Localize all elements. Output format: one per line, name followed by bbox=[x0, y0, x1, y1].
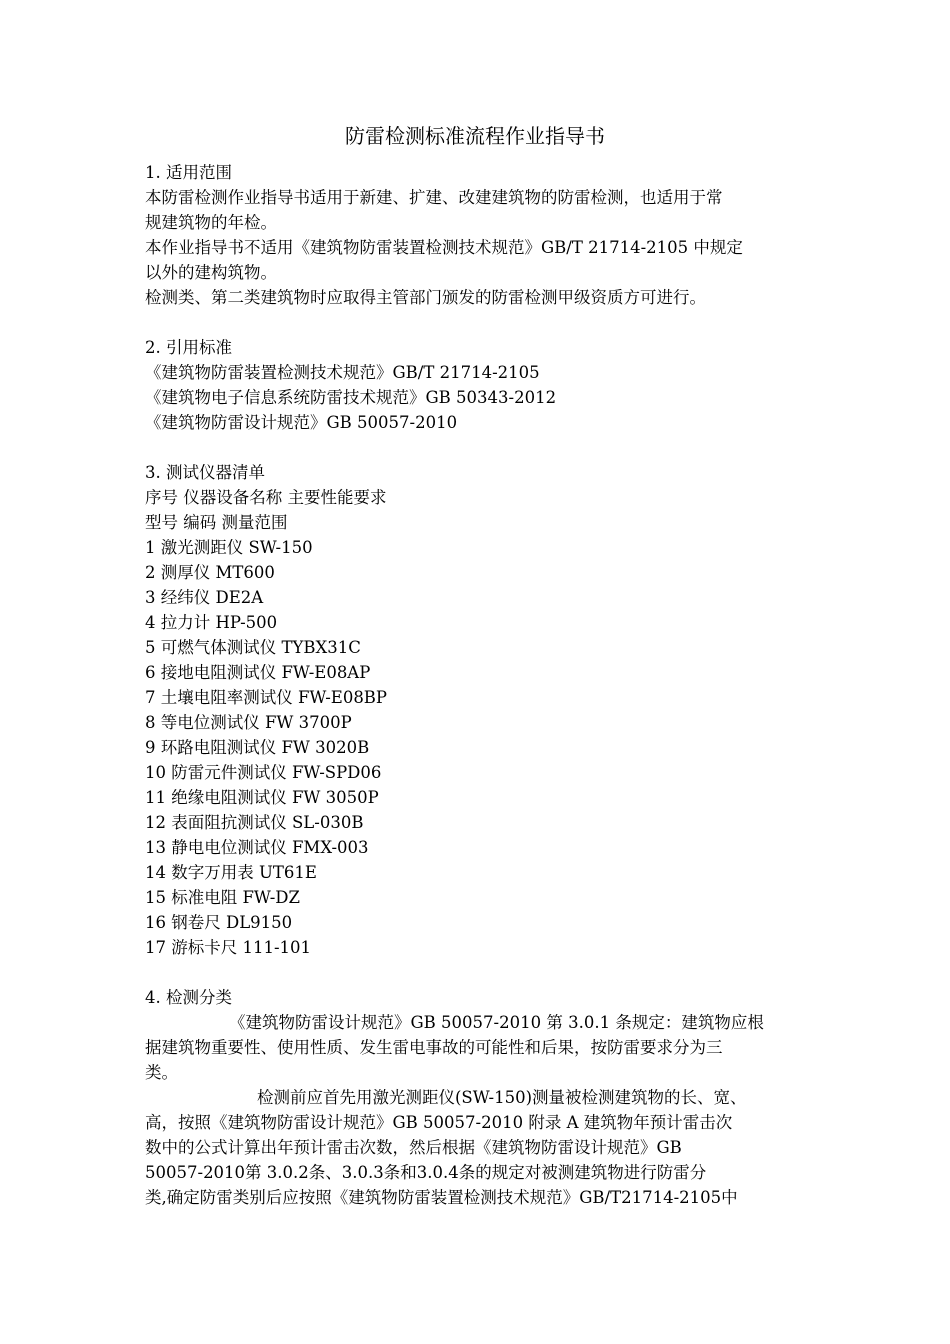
paragraph-line: 数中的公式计算出年预计雷击次数，然后根据《建筑物防雷设计规范》GB bbox=[145, 1138, 682, 1157]
reference-line: 《建筑物防雷装置检测技术规范》GB/T 21714-2105 bbox=[145, 363, 540, 382]
document-body bbox=[145, 160, 825, 1210]
instrument-list-item: 12 表面阻抗测试仪 SL-030B bbox=[145, 813, 364, 832]
section-heading-instruments: 3. 测试仪器清单 bbox=[145, 463, 265, 482]
instrument-list-item: 5 可燃气体测试仪 TYBX31C bbox=[145, 638, 361, 657]
instrument-list bbox=[145, 535, 825, 960]
section-heading-classification: 4. 检测分类 bbox=[145, 988, 232, 1007]
instrument-list-item: 13 静电电位测试仪 FMX-003 bbox=[145, 838, 369, 857]
instrument-list-subheader: 型号 编码 测量范围 bbox=[145, 513, 288, 532]
paragraph-line: 检测类、第二类建筑物时应取得主管部门颁发的防雷检测甲级资质方可进行。 bbox=[145, 288, 706, 307]
reference-line: 《建筑物电子信息系统防雷技术规范》GB 50343-2012 bbox=[145, 388, 557, 407]
instrument-list-item: 9 环路电阻测试仪 FW 3020B bbox=[145, 738, 370, 757]
section-heading-scope: 1. 适用范围 bbox=[145, 163, 232, 182]
spacer bbox=[145, 310, 825, 335]
spacer bbox=[145, 435, 825, 460]
instrument-list-item: 1 激光测距仪 SW-150 bbox=[145, 538, 313, 557]
spacer bbox=[145, 960, 825, 985]
instrument-list-item: 14 数字万用表 UT61E bbox=[145, 863, 317, 882]
instrument-list-item: 4 拉力计 HP-500 bbox=[145, 613, 278, 632]
instrument-list-item: 7 土壤电阻率测试仪 FW-E08BP bbox=[145, 688, 388, 707]
instrument-list-item: 11 绝缘电阻测试仪 FW 3050P bbox=[145, 788, 379, 807]
paragraph-line: 规建筑物的年检。 bbox=[145, 213, 277, 232]
paragraph-line: 本防雷检测作业指导书适用于新建、扩建、改建建筑物的防雷检测，也适用于常 bbox=[145, 188, 723, 207]
section-heading-references: 2. 引用标准 bbox=[145, 338, 232, 357]
instrument-list-item: 6 接地电阻测试仪 FW-E08AP bbox=[145, 663, 371, 682]
instrument-list-item: 8 等电位测试仪 FW 3700P bbox=[145, 713, 352, 732]
instrument-list-item: 16 钢卷尺 DL9150 bbox=[145, 913, 293, 932]
reference-line: 《建筑物防雷设计规范》GB 50057-2010 bbox=[145, 413, 458, 432]
paragraph-line: 50057-2010第 3.0.2条、3.0.3条和3.0.4条的规定对被测建筑物进行防雷分 bbox=[145, 1163, 707, 1182]
document-title: 防雷检测标准流程作业指导书 bbox=[345, 124, 605, 148]
instrument-list-item: 2 测厚仪 MT600 bbox=[145, 563, 275, 582]
paragraph-line: 类。 bbox=[145, 1063, 178, 1082]
instrument-list-item: 15 标准电阻 FW-DZ bbox=[145, 888, 300, 907]
instrument-list-header: 序号 仪器设备名称 主要性能要求 bbox=[145, 488, 387, 507]
paragraph-line: 以外的建构筑物。 bbox=[145, 263, 277, 282]
paragraph-line: 据建筑物重要性、使用性质、发生雷电事故的可能性和后果，按防雷要求分为三 bbox=[145, 1038, 723, 1057]
paragraph-line: 检测前应首先用激光测距仪(SW-150)测量被检测建筑物的长、宽、 bbox=[257, 1088, 747, 1107]
paragraph-line: 高，按照《建筑物防雷设计规范》GB 50057-2010 附录 A 建筑物年预计雷击次 bbox=[145, 1113, 733, 1132]
paragraph-line: 类,确定防雷类别后应按照《建筑物防雷装置检测技术规范》GB/T21714-2105中 bbox=[145, 1188, 738, 1207]
instrument-list-item: 3 经纬仪 DE2A bbox=[145, 588, 264, 607]
paragraph-line: 本作业指导书不适用《建筑物防雷装置检测技术规范》GB/T 21714-2105 中规定 bbox=[145, 238, 743, 257]
instrument-list-item: 17 游标卡尺 111-101 bbox=[145, 938, 312, 957]
instrument-list-item: 10 防雷元件测试仪 FW-SPD06 bbox=[145, 763, 382, 782]
paragraph-line: 《建筑物防雷设计规范》GB 50057-2010 第 3.0.1 条规定：建筑物应根 bbox=[229, 1013, 764, 1032]
